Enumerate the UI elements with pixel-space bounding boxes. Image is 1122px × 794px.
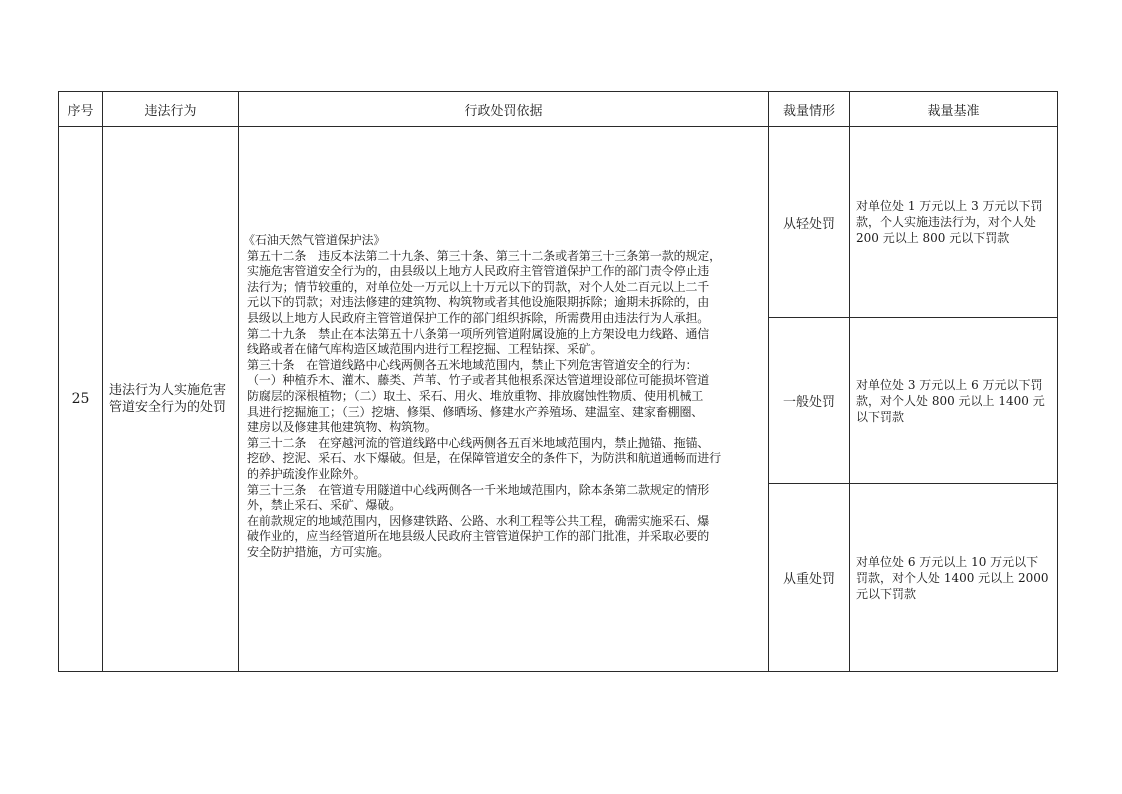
situation-heavy: 从重处罚: [782, 572, 835, 587]
basis-line: 第五十二条 违反本法第二十九条、第三十条、第三十二条或者第三十三条第一款的规定，: [247, 248, 722, 263]
violation-line: 违法行为人实施危害: [109, 383, 227, 398]
situation-light-cell: [769, 127, 850, 318]
standard-line: 罚款，对个人处 1400 元以上 2000: [856, 570, 1049, 585]
situation-light: 从轻处罚: [782, 216, 835, 232]
violation-text: [103, 382, 238, 416]
basis-line: 外，禁止采石、采矿、爆破。: [247, 498, 402, 513]
row-violation-cell: [103, 127, 239, 671]
basis-line: 实施危害管道安全行为的，由县级以上地方人民政府主管管道保护工作的部门责令停止违: [247, 264, 710, 279]
standard-line: 款，对个人处 800 元以上 1400 元: [856, 393, 1045, 408]
basis-line: 具进行挖掘施工；（三）挖塘、修渠、修晒场、修建水产养殖场、建温室、建家畜棚圈、: [247, 404, 704, 419]
standard-heavy-cell: [850, 484, 1057, 671]
standard-line: 对单位处 1 万元以上 3 万元以下罚: [856, 199, 1043, 213]
standard-line: 200 元以上 800 元以下罚款: [856, 231, 1010, 245]
standard-general-cell: [850, 318, 1057, 484]
standard-line: 以下罚款: [856, 409, 905, 424]
standard-heavy-text: [850, 554, 1057, 602]
standard-line: 元以下罚款: [856, 586, 917, 601]
basis-line: 第二十九条 禁止在本法第五十八条第一项所列管道附属设施的上方架设电力线路、通信: [247, 326, 710, 341]
standard-line: 对单位处 3 万元以上 6 万元以下罚: [856, 377, 1043, 392]
basis-line: 元以下的罚款；对违法修建的建筑物、构筑物或者其他设施限期拆除；逾期未拆除的，由: [247, 295, 710, 310]
situation-general-cell: [769, 318, 850, 484]
row-seq-number: 25: [71, 391, 90, 407]
basis-line: 建房以及修建其他建筑物、构筑物。: [247, 420, 437, 435]
basis-line: 挖砂、挖泥、采石、水下爆破。但是，在保障管道安全的条件下，为防洪和航道通畅而进行: [247, 451, 722, 466]
violation-line: 管道安全行为的处罚: [109, 400, 227, 415]
header-seq: 序号: [59, 92, 103, 127]
basis-line: 防腐层的深根植物；（二）取土、采石、用火、堆放重物、排放腐蚀性物质、使用机械工: [247, 388, 704, 403]
standard-line: 款，个人实施违法行为，对个人处: [856, 215, 1037, 229]
basis-line: 线路或者在储气库构造区域范围内进行工程挖掘、工程钻探、采矿。: [247, 342, 603, 357]
basis-line: 县级以上地方人民政府主管管道保护工作的部门组织拆除，所需费用由违法行为人承担。: [247, 310, 710, 325]
penalty-table: [58, 91, 1058, 672]
basis-line: 第三十三条 在管道专用隧道中心线两侧各一千米地域范围内，除本条第二款规定的情形: [247, 482, 710, 497]
standard-line: 对单位处 6 万元以上 10 万元以下: [856, 554, 1039, 569]
standard-general-text: [850, 377, 1057, 425]
basis-line: 法行为；情节较重的，对单位处一万元以上十万元以下的罚款，对个人处二百元以上二千: [247, 279, 710, 294]
header-standard: 裁量基准: [850, 92, 1057, 127]
basis-line: 第三十条 在管道线路中心线两侧各五米地域范围内，禁止下列危害管道安全的行为：: [247, 357, 698, 372]
header-situation: 裁量情形: [769, 92, 850, 127]
basis-line: 破作业的，应当经管道所在地县级人民政府主管管道保护工作的部门批准，并采取必要的: [247, 529, 710, 544]
situation-heavy-cell: [769, 484, 850, 671]
basis-text: [239, 233, 768, 560]
basis-line: （一）种植乔木、灌木、藤类、芦苇、竹子或者其他根系深达管道埋设部位可能损坏管道: [247, 373, 710, 388]
basis-line: 的养护疏浚作业除外。: [247, 466, 366, 481]
standard-light-text: [850, 198, 1057, 246]
row-seq-cell: [59, 127, 103, 671]
header-basis: 行政处罚依据: [239, 92, 769, 127]
basis-line: 安全防护措施，方可实施。: [247, 544, 390, 559]
row-basis-cell: [239, 127, 769, 671]
header-violation: 违法行为: [103, 92, 239, 127]
situation-general: 一般处罚: [782, 395, 835, 410]
basis-line: 第三十二条 在穿越河流的管道线路中心线两侧各五百米地域范围内，禁止抛锚、拖锚、: [247, 435, 710, 450]
standard-light-cell: [850, 127, 1057, 318]
basis-line: 《石油天然气管道保护法》: [243, 233, 386, 247]
basis-line: 在前款规定的地域范围内，因修建铁路、公路、水利工程等公共工程，确需实施采石、爆: [247, 513, 710, 528]
